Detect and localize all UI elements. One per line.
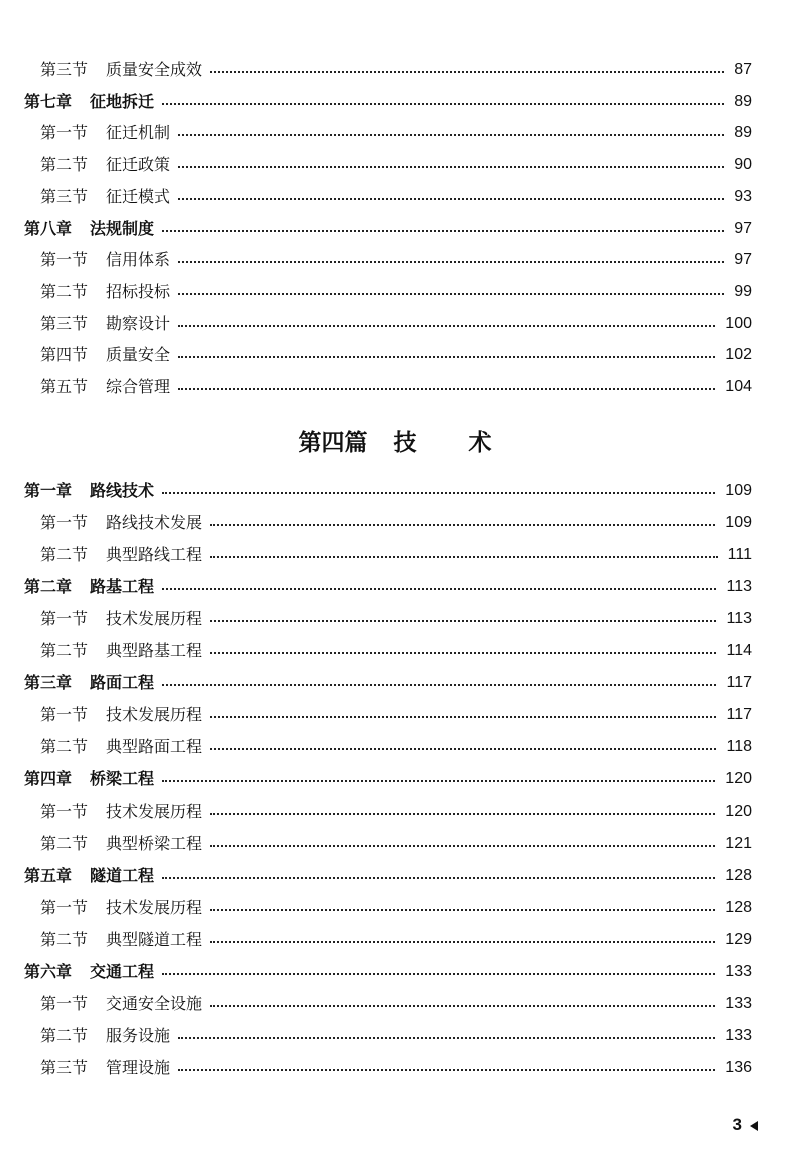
toc-entry-page: 113 [726,578,752,596]
toc-entry-label [24,479,154,503]
toc-entry-number: 第一节 [40,609,89,629]
toc-entry-number: 第一节 [40,897,89,917]
toc-entry-label [40,343,170,367]
page-number: 3 [732,1115,742,1134]
toc-entry-page: 111 [727,546,752,564]
toc-entry-page: 89 [734,92,752,110]
dot-leader [210,716,716,718]
dot-leader [162,492,715,494]
toc-entry-page: 136 [725,1058,752,1076]
toc-section-entry[interactable] [40,832,752,856]
toc-section-entry[interactable] [40,248,752,272]
dot-leader [178,134,724,136]
toc-entry-number: 第四章 [24,769,73,789]
toc-entry-title: 信用体系 [106,250,171,270]
toc-entry-label [24,575,154,599]
toc-entry-number: 第二节 [40,545,89,565]
toc-entry-title: 路线技术发展 [106,513,203,533]
toc-entry-title: 路线技术 [90,481,155,500]
toc-entry-page: 89 [734,124,752,142]
toc-entry-number: 第一节 [40,993,89,1013]
toc-entry-label [40,703,202,727]
dot-leader [178,198,724,200]
dot-leader [210,652,716,654]
toc-entry-title: 法规制度 [90,218,155,238]
toc-entry-title: 服务设施 [106,1025,171,1045]
dot-leader [210,748,716,750]
toc-section-entry[interactable] [40,343,752,367]
left-triangle-icon [750,1121,758,1131]
toc-entry-label [40,607,202,631]
toc-entry-page: 121 [725,834,752,852]
toc-chapter-entry[interactable] [24,575,752,599]
toc-entry-page: 120 [725,770,752,788]
toc-section-entry[interactable] [40,185,752,209]
toc-entry-page: 90 [734,156,752,174]
toc-section-entry[interactable] [40,639,752,663]
toc-entry-label [40,248,170,272]
dot-leader [178,325,715,327]
toc-entry-page: 100 [725,314,752,332]
toc-entry-title: 勘察设计 [106,313,171,333]
toc-entry-label [40,153,170,177]
toc-entry-page: 117 [726,674,752,692]
dot-leader [210,845,715,847]
toc-entry-page: 117 [726,706,752,724]
toc-entry-label [24,767,154,791]
part-title-word1: 第四篇 [298,430,368,456]
toc-entry-label [24,864,154,888]
toc-entry-number: 第一章 [24,481,73,500]
dot-leader [210,1005,715,1007]
toc-entry-number: 第一节 [40,250,89,270]
toc-section-entry[interactable] [40,153,752,177]
toc-entry-page: 102 [725,346,752,364]
toc-entry-number: 第二节 [40,737,89,757]
toc-entry-number: 第五节 [40,377,89,396]
toc-entry-label [40,735,202,759]
toc-entry-title: 路面工程 [90,673,155,693]
toc-entry-title: 交通安全设施 [106,993,203,1013]
toc-entry-label [40,639,202,663]
toc-entry-title: 交通工程 [90,961,155,981]
toc-entry-title: 综合管理 [106,377,171,396]
toc-entry-number: 第三章 [24,673,73,693]
toc-entry-title: 桥梁工程 [90,769,155,789]
toc-entry-number: 第三节 [40,313,89,333]
toc-section-entry[interactable] [40,896,752,920]
toc-section-entry[interactable] [40,375,752,399]
toc-entry-number: 第二节 [40,833,89,853]
toc-entry-number: 第三节 [40,60,89,79]
toc-section-entry[interactable] [40,1024,752,1048]
toc-section-entry[interactable] [40,1056,752,1080]
toc-entry-label [40,832,202,856]
toc-entry-label [40,58,202,82]
toc-entry-page: 128 [725,898,752,916]
dot-leader [162,877,715,879]
dot-leader [178,166,724,168]
toc-entry-label [24,960,154,984]
toc-entry-label [40,375,170,399]
toc-entry-number: 第七章 [24,91,73,111]
toc-section-entry[interactable] [40,58,752,82]
part-title-word3: 术 [468,430,492,456]
toc-chapter-entry[interactable] [24,864,752,888]
toc-entry-label [40,896,202,920]
dot-leader [162,588,716,590]
dot-leader [210,909,715,911]
toc-entry-title: 技术发展历程 [106,609,203,629]
toc-entry-page: 109 [725,514,752,532]
toc-entry-title: 征迁政策 [106,155,171,175]
toc-entry-title: 管理设施 [106,1057,171,1077]
toc-entry-number: 第八章 [24,218,73,238]
dot-leader [178,293,724,295]
toc-section-entry[interactable] [40,607,752,631]
toc-entry-label [24,217,154,241]
toc-entry-page: 93 [734,187,752,205]
toc-entry-page: 97 [734,219,752,237]
toc-entry-number: 第六章 [24,961,73,981]
toc-entry-page: 87 [734,61,752,78]
toc-entry-label [40,543,202,567]
toc-section-entry[interactable] [40,800,752,824]
dot-leader [162,230,724,232]
toc-entry-title: 征迁机制 [106,123,171,143]
toc-entry-page: 120 [725,802,752,820]
toc-entry-label [40,800,202,824]
toc-entry-page: 114 [726,642,752,660]
toc-chapter-entry[interactable] [24,960,752,984]
dot-leader [162,973,715,975]
toc-entry-title: 隧道工程 [90,865,155,885]
toc-entry-number: 第二节 [40,929,89,949]
dot-leader [178,1037,715,1039]
toc-entry-title: 技术发展历程 [106,705,203,725]
toc-entry-page: 104 [725,378,752,395]
toc-entry-label [24,90,154,114]
toc-entry-title: 质量安全成效 [106,60,203,79]
toc-entry-page: 113 [726,610,752,628]
dot-leader [162,103,724,105]
toc-entry-title: 征地拆迁 [90,91,155,111]
toc-entry-title: 招标投标 [106,281,171,301]
toc-chapter-entry[interactable] [24,767,752,791]
toc-entry-number: 第四节 [40,345,89,365]
dot-leader [210,71,724,73]
toc-entry-page: 97 [734,251,752,269]
part-title [0,424,790,457]
toc-section-entry[interactable] [40,928,752,952]
toc-entry-label [40,992,202,1016]
toc-chapter-entry[interactable] [24,217,752,241]
dot-leader [162,780,715,782]
toc-entry-number: 第一节 [40,705,89,725]
toc-section-entry[interactable] [40,312,752,336]
toc-section-entry[interactable] [40,280,752,304]
dot-leader [210,524,715,526]
toc-section-entry[interactable] [40,543,752,567]
dot-leader [210,620,716,622]
toc-chapter-entry[interactable] [24,671,752,695]
toc-entry-number: 第二节 [40,1025,89,1045]
toc-section-entry[interactable] [40,121,752,145]
toc-chapter-entry[interactable] [24,90,752,114]
toc-entry-title: 典型路面工程 [106,737,203,757]
toc-entry-number: 第一节 [40,801,89,821]
toc-entry-title: 典型路基工程 [106,641,203,661]
toc-entry-title: 技术发展历程 [106,897,203,917]
toc-entry-number: 第三节 [40,1057,89,1077]
toc-entry-label [24,671,154,695]
toc-entry-page: 118 [726,738,752,756]
toc-entry-title: 典型路线工程 [106,545,203,565]
toc-entry-label [40,185,170,209]
toc-entry-label [40,280,170,304]
toc-entry-number: 第三节 [40,186,89,206]
toc-entry-page: 133 [725,1026,752,1044]
dot-leader [178,261,724,263]
toc-entry-page: 133 [725,994,752,1012]
toc-entry-number: 第二章 [24,577,73,597]
toc-entry-number: 第一节 [40,513,89,533]
toc-entry-label [40,1024,170,1048]
toc-entry-title: 路基工程 [90,577,155,597]
toc-section-entry[interactable] [40,703,752,727]
dot-leader [210,556,718,558]
toc-entry-title: 质量安全 [106,345,171,365]
toc-entry-label [40,121,170,145]
toc-entry-page: 99 [734,282,752,300]
toc-entry-label [40,1056,170,1080]
dot-leader [178,388,715,390]
toc-entry-number: 第二节 [40,641,89,661]
toc-entry-page: 109 [725,482,752,499]
page-footer [733,1115,758,1135]
toc-section-entry[interactable] [40,511,752,535]
toc-entry-label [40,312,170,336]
toc-entry-label [40,928,202,952]
toc-entry-page: 133 [725,962,752,980]
toc-entry-number: 第一节 [40,123,89,143]
part-title-word2: 技 [393,430,417,456]
toc-entry-title: 典型隧道工程 [106,929,203,949]
toc-entry-page: 129 [725,930,752,948]
toc-entry-number: 第二节 [40,281,89,301]
dot-leader [178,1069,715,1071]
toc-entry-number: 第二节 [40,155,89,175]
toc-entry-label [40,511,202,535]
toc-entry-title: 技术发展历程 [106,801,203,821]
toc-entry-number: 第五章 [24,865,73,885]
toc-entry-page: 128 [725,866,752,884]
toc-section-entry[interactable] [40,735,752,759]
dot-leader [210,941,715,943]
dot-leader [162,684,716,686]
dot-leader [178,356,715,358]
dot-leader [210,813,715,815]
toc-section-entry[interactable] [40,992,752,1016]
toc-entry-title: 征迁模式 [106,186,171,206]
toc-entry-title: 典型桥梁工程 [106,833,203,853]
toc-chapter-entry[interactable] [24,479,752,503]
